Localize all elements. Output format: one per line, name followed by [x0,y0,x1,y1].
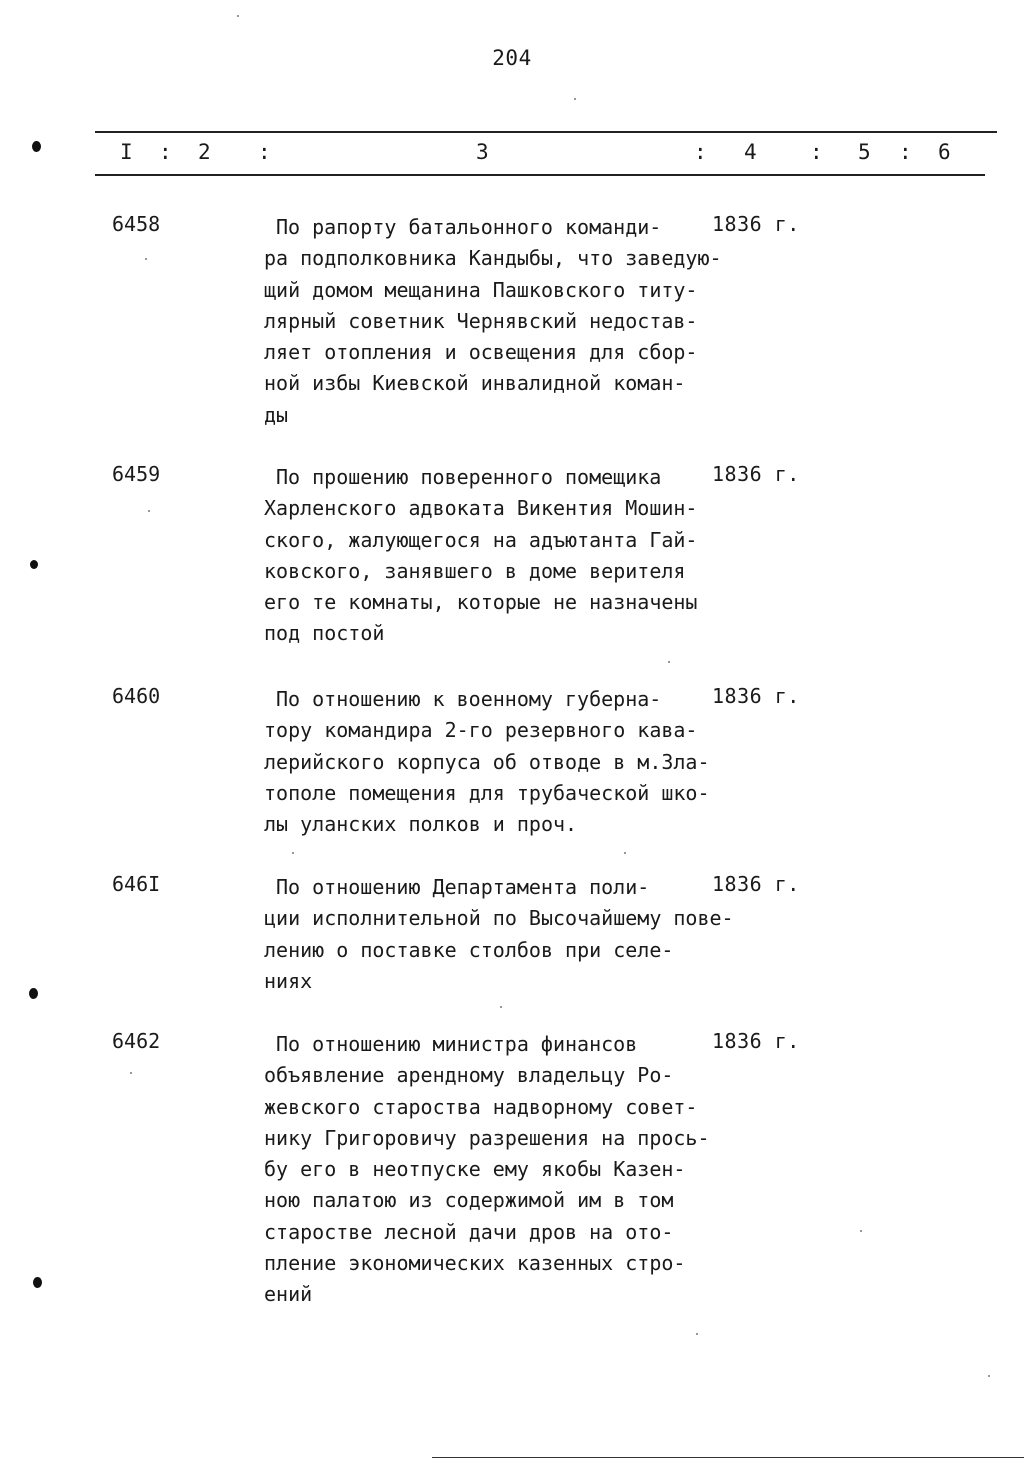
description-line: лерийского корпуса об отводе в м.Зла- [264,749,710,774]
description-line: ды [264,402,289,427]
entry-description [264,1029,734,1311]
scan-speck [130,1072,132,1074]
description-line: По прошению поверенного помещика [276,465,662,489]
column-separator: : [159,140,172,164]
description-line: лы уланских полков и проч. [264,812,578,837]
scan-speck [292,852,294,854]
description-line: жевского староства надворному совет- [264,1094,698,1119]
entry-year: 1836 г. [712,462,800,486]
column-separator: : [694,140,707,164]
binder-hole-mark [32,141,41,152]
column-header-3: 3 [476,140,489,164]
description-line: Харленского адвоката Викентия Мошин- [264,496,698,521]
description-line: По отношению к военному губерна- [276,687,662,711]
description-line: тору командира 2-го резервного кава- [264,718,698,743]
entry-number: 6458 [112,212,161,236]
column-header-1: I [120,140,133,164]
entry-number: 6460 [112,684,161,708]
description-line: его те комнаты, которые не назначены [264,590,698,615]
entry-year: 1836 г. [712,1029,800,1053]
column-header-2: 2 [198,140,211,164]
description-line: По отношению министра финансов [276,1032,638,1056]
entry-description [264,872,734,997]
description-line: ции исполнительной по Высочайшему пове- [264,906,734,931]
binder-hole-mark [30,560,38,569]
scan-speck [668,661,670,663]
description-line: под постой [264,621,385,646]
entry-number: 6462 [112,1029,161,1053]
entry-description [264,684,734,840]
description-line: ниях [264,968,313,993]
column-separator: : [899,140,912,164]
column-header-5: 5 [858,140,871,164]
description-line: щий домом мещанина Пашковского титу- [264,277,698,302]
entry-description [264,462,734,650]
table-top-rule [95,131,997,133]
scan-speck [988,1375,990,1377]
entry-number: 6459 [112,462,161,486]
description-line: ляет отопления и освещения для сбор- [264,340,698,365]
description-line: ной избы Киевской инвалидной коман- [264,371,686,396]
description-line: нику Григоровичу разрешения на прось- [264,1125,710,1150]
scan-speck [237,15,239,17]
entry-year: 1836 г. [712,212,800,236]
scan-speck [148,510,150,512]
column-header-6: 6 [938,140,951,164]
description-line: тополе помещения для трубаческой шко- [264,780,710,805]
scan-speck [696,1333,698,1335]
scan-speck [500,1006,502,1008]
description-line: старостве лесной дачи дров на ото- [264,1219,674,1244]
description-line: лению о поставке столбов при селе- [264,937,674,962]
column-separator: : [258,140,271,164]
scan-speck [145,258,147,260]
scan-speck [624,852,626,854]
column-separator: : [810,140,823,164]
description-line: ра подполковника Кандыбы, что заведую- [264,246,722,271]
bottom-rule [432,1457,1024,1458]
description-line: пление экономических казенных стро- [264,1251,686,1276]
description-line: ною палатою из содержимой им в том [264,1188,674,1213]
column-header-row [0,140,1024,170]
entry-year: 1836 г. [712,684,800,708]
entry-number: 646I [112,872,161,896]
description-line: По отношению Департамента поли- [276,875,650,899]
scan-speck [860,1230,862,1232]
description-line: По рапорту батальонного команди- [276,215,662,239]
column-header-4: 4 [744,140,757,164]
scan-speck [574,98,576,100]
description-line: ковского, занявшего в доме верителя [264,558,686,583]
binder-hole-mark [29,988,38,999]
description-line: лярный советник Чернявский недостав- [264,308,698,333]
table-header-rule [95,174,985,176]
entry-year: 1836 г. [712,872,800,896]
entry-description [264,212,734,431]
binder-hole-mark [33,1277,42,1288]
description-line: объявление арендному владельцу Ро- [264,1063,674,1088]
description-line: ений [264,1282,313,1307]
page-number: 204 [492,46,532,70]
description-line: бу его в неотпуске ему якобы Казен- [264,1157,686,1182]
description-line: ского, жалующегося на адъютанта Гай- [264,527,698,552]
